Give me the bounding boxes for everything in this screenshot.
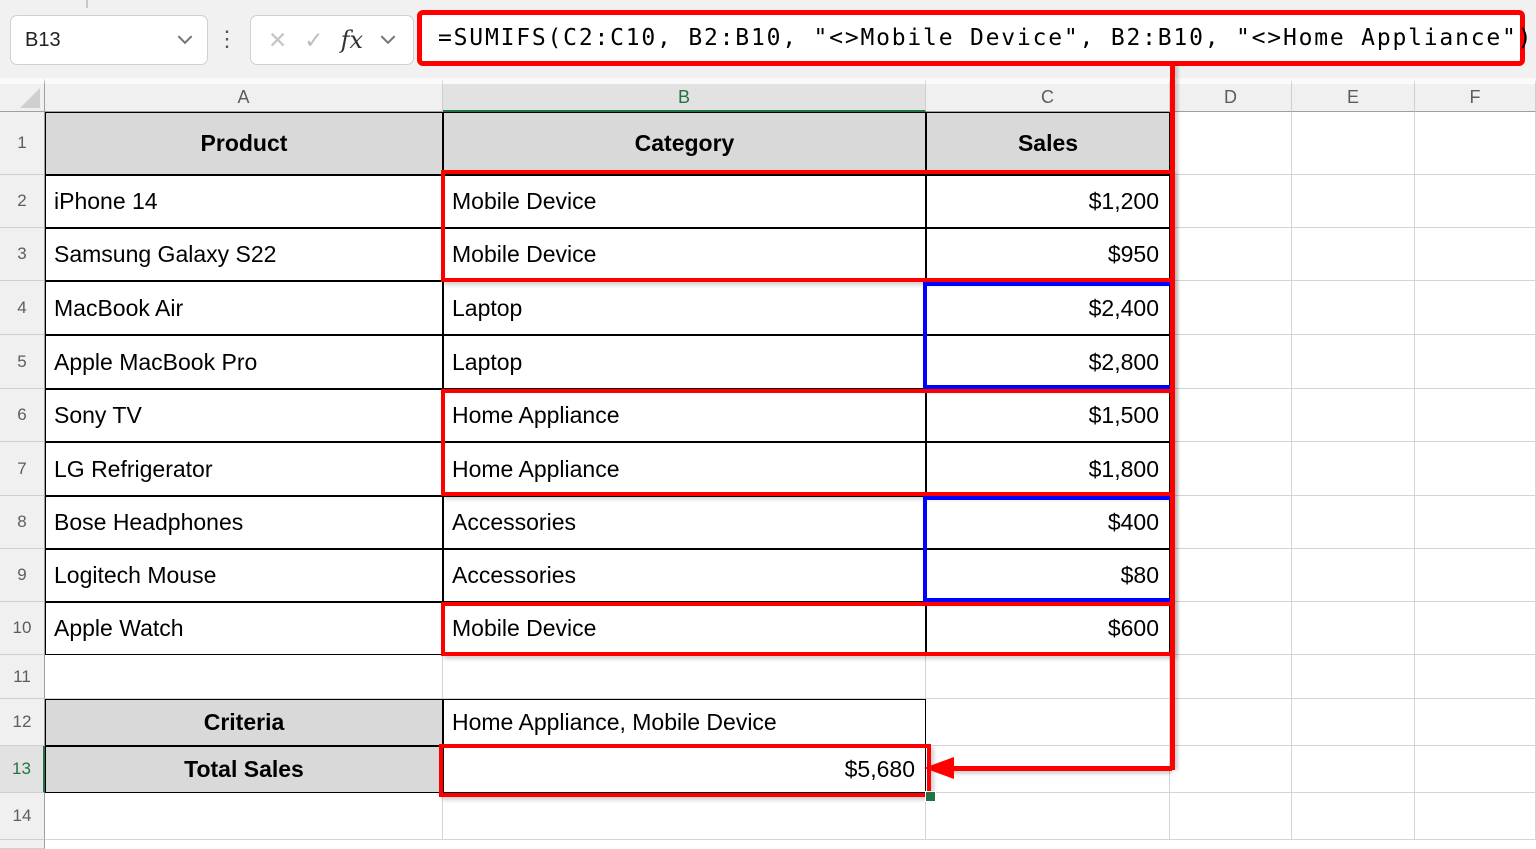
cell-d14[interactable]	[1170, 793, 1292, 840]
cell-b7[interactable]: Home Appliance	[443, 442, 926, 496]
filler-cell	[45, 840, 443, 849]
cell-f5[interactable]	[1415, 335, 1536, 389]
filler-cell	[1292, 840, 1415, 849]
cell-d7[interactable]	[1170, 442, 1292, 496]
row-header-6[interactable]: 6	[0, 389, 45, 442]
cell-c3[interactable]: $950	[926, 228, 1170, 281]
select-all-corner[interactable]	[0, 78, 45, 112]
cell-e3[interactable]	[1292, 228, 1415, 281]
cell-b9[interactable]: Accessories	[443, 549, 926, 602]
column-header-c[interactable]: C	[926, 78, 1170, 112]
formula-bar-chrome	[0, 0, 1536, 78]
spreadsheet-grid	[0, 78, 1536, 849]
annotation-red-arrowhead-icon	[924, 757, 954, 779]
cell-e5[interactable]	[1292, 335, 1415, 389]
cell-a10[interactable]: Apple Watch	[45, 602, 443, 655]
select-all-triangle-icon	[20, 88, 40, 108]
cell-f7[interactable]	[1415, 442, 1536, 496]
chevron-down-icon[interactable]	[177, 35, 193, 45]
cell-c7[interactable]: $1,800	[926, 442, 1170, 496]
column-header-a[interactable]: A	[45, 78, 443, 112]
cell-b1-category-header[interactable]: Category	[443, 112, 926, 175]
cell-d12[interactable]	[1170, 699, 1292, 746]
cell-b14[interactable]	[443, 793, 926, 840]
cell-c6[interactable]: $1,500	[926, 389, 1170, 442]
cell-f10[interactable]	[1415, 602, 1536, 655]
cell-c1-sales-header[interactable]: Sales	[926, 112, 1170, 175]
cell-b10[interactable]: Mobile Device	[443, 602, 926, 655]
cell-b13-total-value[interactable]: $5,680	[443, 746, 926, 793]
cell-d11[interactable]	[1170, 655, 1292, 699]
cell-c8[interactable]: $400	[926, 496, 1170, 549]
cell-d1[interactable]	[1170, 112, 1292, 175]
enter-icon[interactable]: ✓	[304, 26, 324, 53]
cell-a14[interactable]	[45, 793, 443, 840]
cell-c5[interactable]: $2,800	[926, 335, 1170, 389]
cell-a8[interactable]: Bose Headphones	[45, 496, 443, 549]
cell-d4[interactable]	[1170, 281, 1292, 335]
filler-cell	[1415, 840, 1536, 849]
cell-e8[interactable]	[1292, 496, 1415, 549]
cell-d5[interactable]	[1170, 335, 1292, 389]
cell-b3[interactable]: Mobile Device	[443, 228, 926, 281]
cell-f12[interactable]	[1415, 699, 1536, 746]
cell-a9[interactable]: Logitech Mouse	[45, 549, 443, 602]
cell-d6[interactable]	[1170, 389, 1292, 442]
filler-cell	[1170, 840, 1292, 849]
cell-e6[interactable]	[1292, 389, 1415, 442]
cell-e14[interactable]	[1292, 793, 1415, 840]
cell-b6[interactable]: Home Appliance	[443, 389, 926, 442]
cell-a7[interactable]: LG Refrigerator	[45, 442, 443, 496]
cell-a3[interactable]: Samsung Galaxy S22	[45, 228, 443, 281]
cell-b12-criteria-value[interactable]: Home Appliance, Mobile Device	[443, 699, 926, 746]
row-header-10[interactable]: 10	[0, 602, 45, 655]
filler-cell	[926, 840, 1170, 849]
cell-b11[interactable]	[443, 655, 926, 699]
cell-e9[interactable]	[1292, 549, 1415, 602]
cell-f1[interactable]	[1415, 112, 1536, 175]
cell-f11[interactable]	[1415, 655, 1536, 699]
cell-b8[interactable]: Accessories	[443, 496, 926, 549]
cell-e12[interactable]	[1292, 699, 1415, 746]
column-header-d[interactable]: D	[1170, 78, 1292, 112]
cell-f8[interactable]	[1415, 496, 1536, 549]
insert-function-icon[interactable]: fx	[340, 26, 363, 54]
row-header-4[interactable]: 4	[0, 281, 45, 335]
cell-e2[interactable]	[1292, 175, 1415, 228]
formula-text: =SUMIFS(C2:C10, B2:B10, "<>Mobile Device", B2:B10, "<>Home Appliance")	[438, 25, 1534, 51]
cell-a5[interactable]: Apple MacBook Pro	[45, 335, 443, 389]
row-header-8[interactable]: 8	[0, 496, 45, 549]
cell-e7[interactable]	[1292, 442, 1415, 496]
cell-c9[interactable]: $80	[926, 549, 1170, 602]
cell-f2[interactable]	[1415, 175, 1536, 228]
row-header-11[interactable]: 11	[0, 655, 45, 699]
row-header-12[interactable]: 12	[0, 699, 45, 746]
cell-d8[interactable]	[1170, 496, 1292, 549]
formula-bar-separator-icon: ⋮	[216, 26, 238, 51]
cell-d9[interactable]	[1170, 549, 1292, 602]
cell-c11[interactable]	[926, 655, 1170, 699]
column-header-f[interactable]: F	[1415, 78, 1536, 112]
name-box-value: B13	[25, 28, 61, 51]
cell-b4[interactable]: Laptop	[443, 281, 926, 335]
row-header-14[interactable]: 14	[0, 793, 45, 840]
cell-a13-total-label[interactable]: Total Sales	[45, 746, 443, 793]
cancel-icon[interactable]: ✕	[268, 26, 288, 53]
cell-e4[interactable]	[1292, 281, 1415, 335]
cell-a11[interactable]	[45, 655, 443, 699]
cell-c12[interactable]	[926, 699, 1170, 746]
row-header-3[interactable]: 3	[0, 228, 45, 281]
cell-d2[interactable]	[1170, 175, 1292, 228]
cell-f9[interactable]	[1415, 549, 1536, 602]
ribbon-divider	[86, 0, 88, 8]
cell-a2[interactable]: iPhone 14	[45, 175, 443, 228]
column-header-e[interactable]: E	[1292, 78, 1415, 112]
cell-e11[interactable]	[1292, 655, 1415, 699]
annotation-red-connector-line-vertical	[1170, 64, 1175, 770]
cell-a6[interactable]: Sony TV	[45, 389, 443, 442]
selection-fill-handle[interactable]	[925, 791, 936, 802]
name-box[interactable]	[10, 15, 208, 65]
column-header-b[interactable]: B	[443, 78, 926, 112]
row-header-13[interactable]: 13	[0, 746, 45, 793]
cell-c4[interactable]: $2,400	[926, 281, 1170, 335]
cell-e13[interactable]	[1292, 746, 1415, 793]
cell-f13[interactable]	[1415, 746, 1536, 793]
cell-c14[interactable]	[926, 793, 1170, 840]
cell-e1[interactable]	[1292, 112, 1415, 175]
cell-c2[interactable]: $1,200	[926, 175, 1170, 228]
row-header-2[interactable]: 2	[0, 175, 45, 228]
row-header-filler	[0, 840, 45, 849]
cell-d3[interactable]	[1170, 228, 1292, 281]
cell-d10[interactable]	[1170, 602, 1292, 655]
cell-f3[interactable]	[1415, 228, 1536, 281]
cell-b2[interactable]: Mobile Device	[443, 175, 926, 228]
cell-f14[interactable]	[1415, 793, 1536, 840]
row-header-7[interactable]: 7	[0, 442, 45, 496]
cell-a1-product-header[interactable]: Product	[45, 112, 443, 175]
annotation-red-connector-line-horizontal	[950, 766, 1172, 771]
formula-buttons	[250, 15, 414, 65]
cell-b5[interactable]: Laptop	[443, 335, 926, 389]
cell-a12-criteria-label[interactable]: Criteria	[45, 699, 443, 746]
cell-a4[interactable]: MacBook Air	[45, 281, 443, 335]
cell-c10[interactable]: $600	[926, 602, 1170, 655]
row-header-5[interactable]: 5	[0, 335, 45, 389]
row-header-9[interactable]: 9	[0, 549, 45, 602]
row-header-1[interactable]: 1	[0, 112, 45, 175]
filler-cell	[443, 840, 926, 849]
cell-d13[interactable]	[1170, 746, 1292, 793]
cell-e10[interactable]	[1292, 602, 1415, 655]
cell-f4[interactable]	[1415, 281, 1536, 335]
cell-f6[interactable]	[1415, 389, 1536, 442]
chevron-down-icon[interactable]	[380, 35, 396, 45]
formula-input-highlighted[interactable]	[417, 10, 1534, 66]
